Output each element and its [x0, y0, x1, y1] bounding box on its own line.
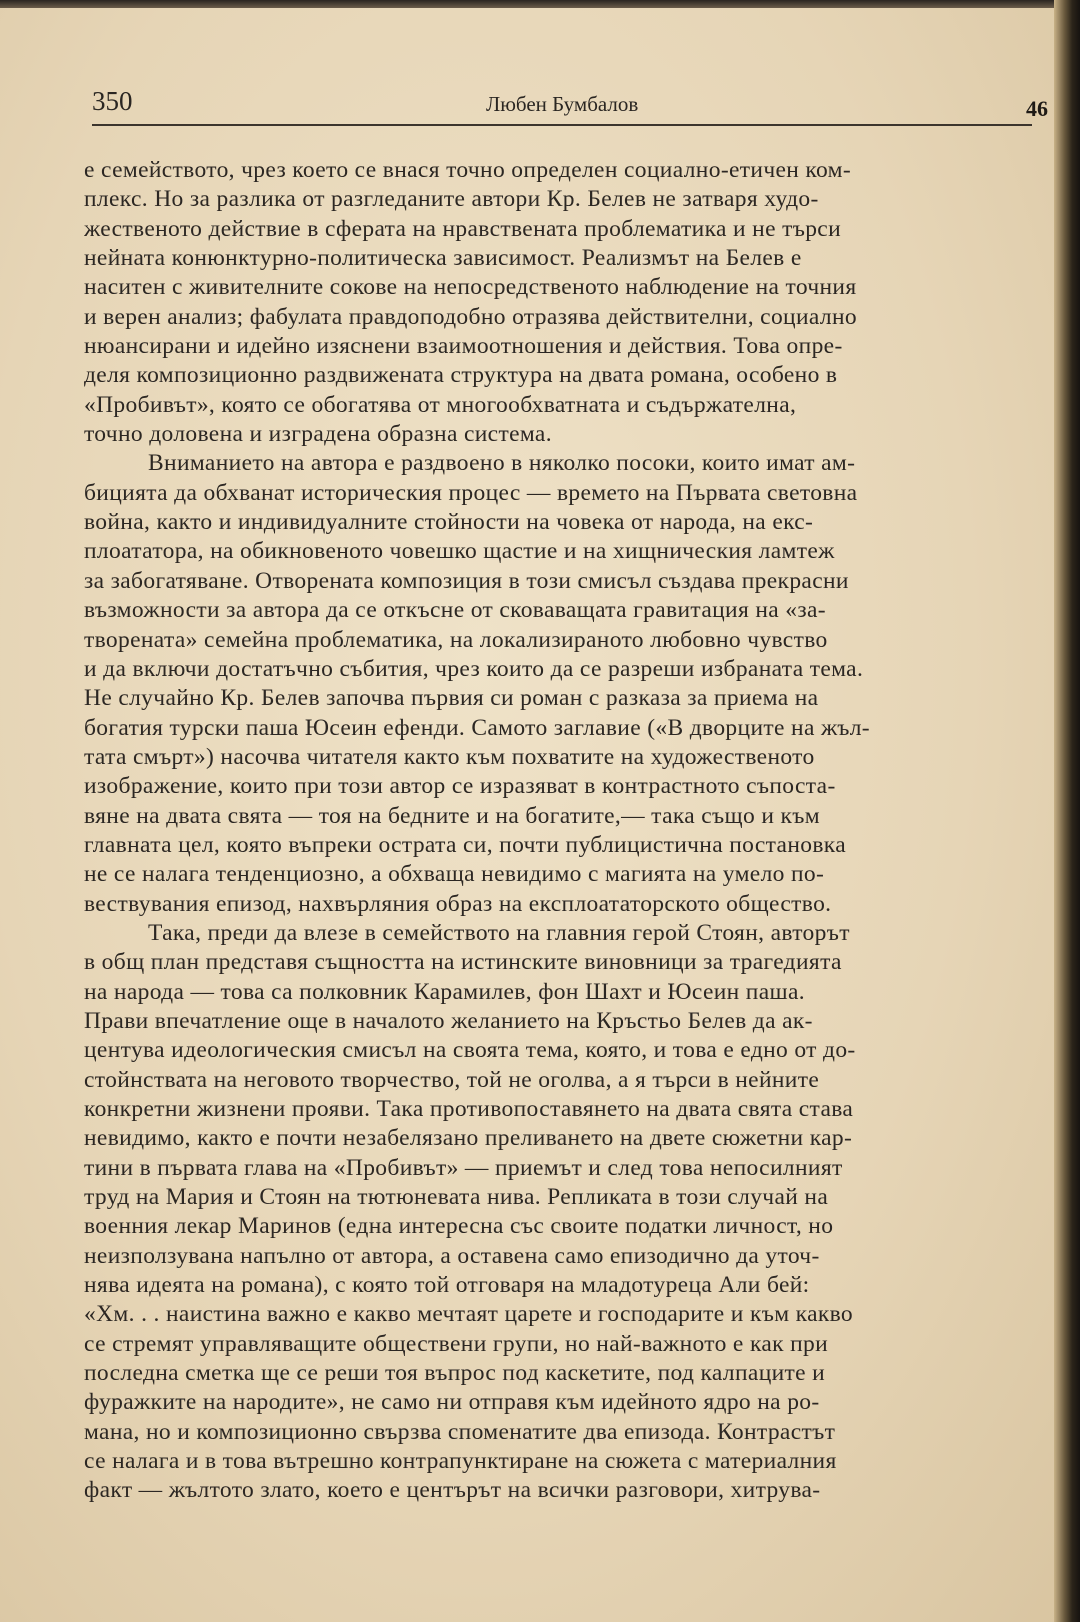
text-line: се стремят управляващите обществени групи, но най-важното е как при	[84, 1330, 829, 1357]
running-head-author: Любен Бумбалов	[486, 92, 639, 116]
text-line: изображение, които при този автор се изразяват в контрастното съпоста-	[84, 773, 836, 800]
text-line: военния лекар Маринов (една интересна със своите податки личност, но	[84, 1213, 834, 1240]
text-line: неизползувана напълно от автора, а оставена само епизодично да уточ-	[84, 1242, 820, 1269]
text-line: главната цел, която въпреки острата си, почти публицистична постановка	[84, 831, 846, 858]
header-rule	[92, 124, 1032, 126]
text-line: «Хм. . . наистина важно е какво мечтаят царете и господарите и към какво	[84, 1301, 854, 1328]
text-line: тата смърт») насочва читателя както към похватите на художественото	[84, 743, 815, 770]
text-line: не се налага тенденциозно, а обхваща невидимо с магията на умело по-	[84, 861, 825, 888]
book-spine-edge	[1054, 0, 1080, 1622]
text-line: Прави впечатление още в началото желанието на Кръстьо Белев да ак-	[84, 1007, 813, 1034]
text-line: наситен с живителните сокове на непосредственото наблюдение на точния	[84, 274, 857, 301]
text-line: се налага и в това вътрешно контрапунктиране на сюжета с материалния	[84, 1448, 837, 1475]
text-line: на народа — това са полковник Карамилев, фон Шахт и Юсеин паша.	[84, 978, 805, 1005]
text-line: «Пробивът», която се обогатява от многообхватната и съдържателна,	[84, 391, 797, 418]
text-line: нюансирани и идейно изяснени взаимоотношения и действия. Това опре-	[84, 333, 843, 360]
text-line: жественото действие в сферата на нравствената проблематика и не търси	[84, 215, 842, 242]
text-line: точно доловена и изградена образна система.	[84, 421, 552, 448]
text-line: е семейството, чрез което се внася точно определен социално-етичен ком-	[84, 157, 852, 183]
text-line: нейната конюнктурно-политическа зависимост. Реализмът на Белев е	[84, 245, 802, 272]
body-text	[84, 156, 1028, 1506]
text-line: възможности за автора да се откъсне от сковаващата гравитация на «за-	[84, 597, 826, 624]
text-line: фуражките на народите», не само ни отправя към идейното ядро на ро-	[84, 1389, 820, 1416]
text-line: богатия турски паша Юсеин ефенди. Самото заглавие («В дворците на жъл-	[84, 714, 870, 741]
text-line: тини в първата глава на «Пробивът» — приемът и след това непосилният	[84, 1154, 843, 1181]
page-number: 350	[92, 86, 133, 116]
text-line: деля композиционно раздвижената структура на двата романа, особено в	[84, 362, 838, 389]
text-line: вяне на двата свята — тоя на бедните и на богатите,— така също и към	[84, 802, 820, 829]
page-top-edge	[0, 0, 1080, 8]
text-line: и да включи достатъчно събития, чрез които да се разреши избраната тема.	[84, 655, 864, 682]
paragraph-first-line: Вниманието на автора е раздвоено в няколко посоки, които имат ам-	[148, 450, 856, 477]
text-line: бицията да обхванат историческия процес — времето на Първата световна	[84, 479, 858, 506]
text-line: последна сметка ще се реши тоя въпрос под каскетите, под калпаците и	[84, 1360, 826, 1387]
text-line: война, както и индивидуалните стойности на човека от народа, на екс-	[84, 509, 814, 536]
text-line: плоататора, на обикновеното човешко щастие и на хищническия ламтеж	[84, 538, 835, 565]
text-line: факт — жълтото злато, което е центърът на всички разговори, хитрува-	[84, 1477, 821, 1504]
text-line: Не случайно Кр. Белев започва първия си роман с разказа за приема на	[84, 685, 819, 712]
text-line: конкретни жизнени прояви. Така противопоставянето на двата свята става	[84, 1096, 854, 1122]
text-line: центува идеологическия смисъл на своята тема, която, и това е едно от до-	[84, 1037, 856, 1064]
signature-number: 46	[1026, 96, 1048, 121]
paragraph-first-line: Така, преди да влезе в семейството на главния герой Стоян, авторът	[148, 919, 850, 946]
text-line: в общ план представя същността на истинските виновници за трагедията	[84, 949, 842, 976]
text-line: творената» семейна проблематика, на локализираното любовно чувство	[84, 626, 828, 653]
text-line: мана, но и композиционно свързва споменатите два епизода. Контрастът	[84, 1418, 836, 1445]
running-header	[0, 80, 1060, 130]
text-line: плекс. Но за разлика от разгледаните автори Кр. Белев не затваря худо-	[84, 186, 819, 213]
text-line: и верен анализ; фабулата правдоподобно отразява действителни, социално	[84, 303, 857, 330]
text-line: труд на Мария и Стоян на тютюневата нива. Репликата в този случай на	[84, 1184, 829, 1211]
text-line: за забогатяване. Отворената композиция в този смисъл създава прекрасни	[84, 567, 849, 594]
text-line: нява идеята на романа), с която той отговаря на младотуреца Али бей:	[84, 1272, 810, 1299]
text-line: невидимо, както е почти незабелязано преливането на двете сюжетни кар-	[84, 1125, 853, 1152]
text-line: стойнствата на неговото творчество, той не оголва, а я търси в нейните	[84, 1066, 820, 1093]
text-line: вествувания епизод, нахвърляния образ на експлоататорското общество.	[84, 890, 832, 917]
